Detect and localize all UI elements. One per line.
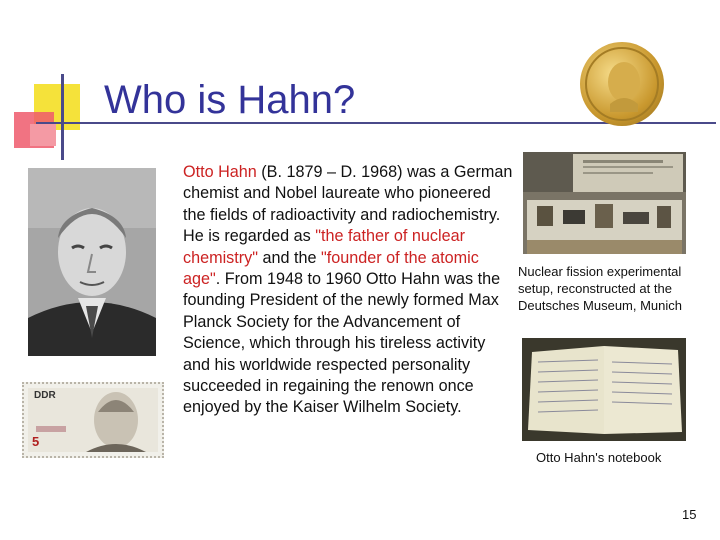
body-segment-3: . From 1948 to 1960 Otto Hahn was the founding President of the newly formed Max Planck Society for the Advancement of Science, which through his tireless activity and his worldwide respected personality succeeded in regaining the renown once enjoyed by the Kaiser Wilhelm Society. [183, 270, 501, 417]
body-segment-1: (B. 1879 – D. 1968) was a German chemist and Nobel laureate who pioneered the fields of radioactivity and radiochemistry. He is regarded as [183, 163, 513, 246]
title-decoration-vertical-line [61, 74, 64, 160]
fission-setup-photo [523, 152, 686, 254]
notebook-caption: Otto Hahn's notebook [536, 450, 662, 465]
body-segment-2: and the [258, 248, 322, 267]
ddr-postage-stamp [22, 382, 164, 458]
stamp-country-label: DDR [34, 390, 56, 401]
hahn-notebook-photo [522, 338, 686, 441]
otto-hahn-portrait [28, 168, 156, 356]
slide-title: Who is Hahn? [104, 78, 356, 122]
name-highlight: Otto Hahn [183, 163, 257, 181]
page-number: 15 [682, 507, 697, 522]
quote-founder-atomic-age: "founder of the atomic age" [183, 248, 479, 289]
title-decoration-pink [30, 124, 56, 146]
biography-paragraph [183, 162, 513, 419]
stamp-value: 5 [32, 434, 40, 449]
nobel-medal-image [580, 42, 664, 126]
quote-father-nuclear-chemistry: "the father of nuclear chemistry" [183, 227, 466, 267]
fission-setup-caption: Nuclear fission experimental setup, reconstructed at the Deutsches Museum, Munich [518, 264, 683, 313]
